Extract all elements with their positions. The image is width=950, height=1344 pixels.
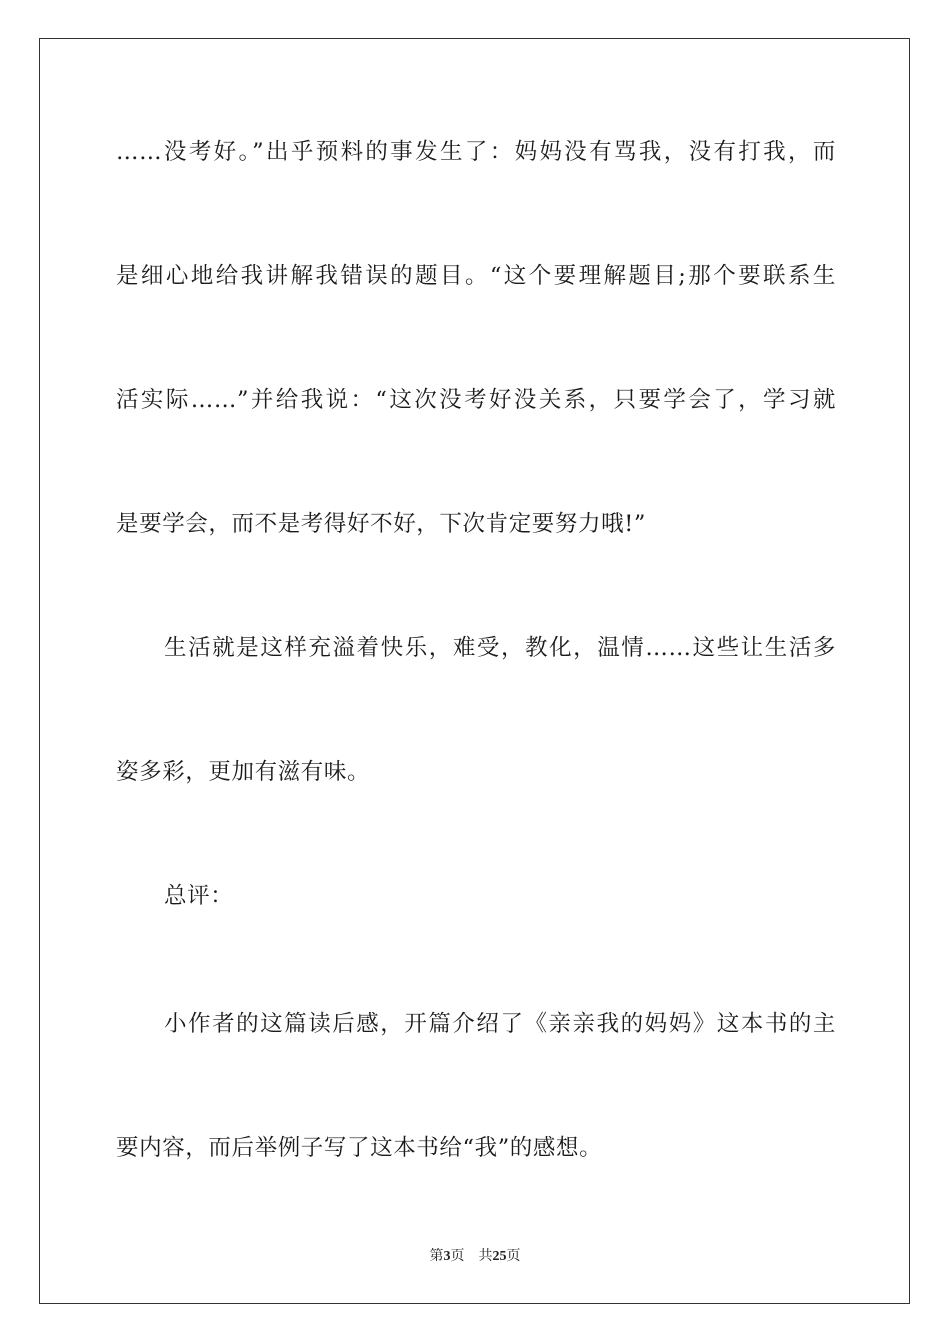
footer-page-unit: 页 <box>450 1248 465 1264</box>
page-footer <box>0 1247 950 1266</box>
text-line-3: 活实际……”并给我说：“这次没考好没关系，只要学会了，学习就 <box>116 387 836 413</box>
footer-total-prefix: 共 <box>478 1248 493 1264</box>
review-heading: 总评： <box>164 883 234 909</box>
footer-total-pages: 25 <box>492 1249 507 1264</box>
text-line-2: 是细心地给我讲解我错误的题目。“这个要理解题目;那个要联系生 <box>116 263 836 289</box>
footer-total-unit: 页 <box>506 1248 521 1264</box>
paragraph-2-line-2: 姿多彩，更加有滋有味。 <box>116 759 371 785</box>
review-line-1: 小作者的这篇读后感，开篇介绍了《亲亲我的妈妈》这本书的主 <box>164 1011 836 1037</box>
review-line-2: 要内容，而后举例子写了这本书给“我”的感想。 <box>116 1135 603 1161</box>
text-line-1: ……没考好。”出乎预料的事发生了：妈妈没有骂我，没有打我，而 <box>116 139 836 165</box>
footer-page-number: 3 <box>443 1249 451 1264</box>
footer-page-prefix: 第 <box>429 1248 444 1264</box>
text-line-4: 是要学会，而不是考得好不好，下次肯定要努力哦!” <box>116 511 646 537</box>
page-border <box>39 38 910 1304</box>
paragraph-2-line-1: 生活就是这样充溢着快乐，难受，教化，温情……这些让生活多 <box>164 635 836 661</box>
